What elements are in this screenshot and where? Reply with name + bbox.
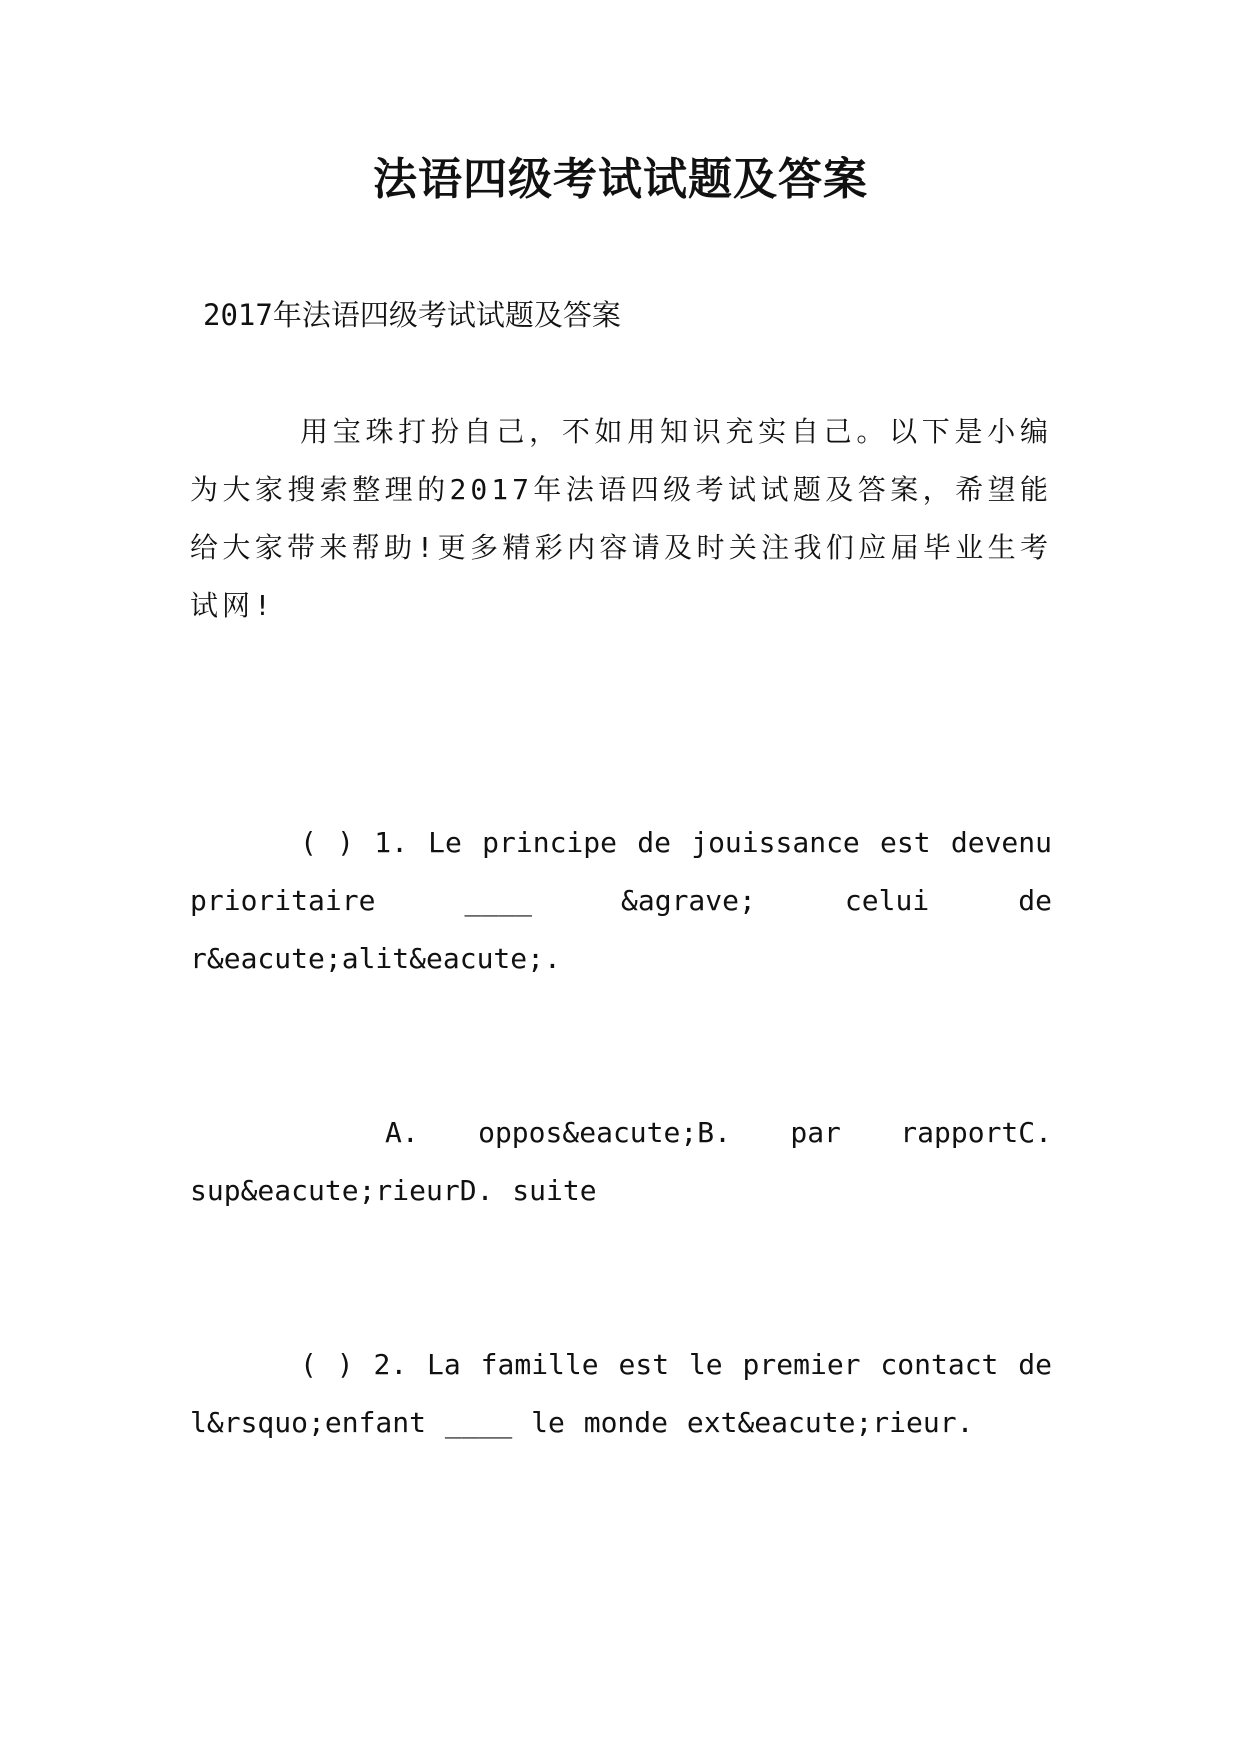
intro-paragraph: 用宝珠打扮自己，不如用知识充实自己。以下是小编为大家搜索整理的2017年法语四级考试试题及答案，希望能给大家带来帮助!更多精彩内容请及时关注我们应届毕业生考试网! <box>190 415 1052 622</box>
question-1: ( ) 1. Le principe de jouissance est devenu prioritaire ____ &agrave; celui de r&eacute;alit&eacute;. <box>190 826 1052 975</box>
document-title: 法语四级考试试题及答案 <box>373 154 868 205</box>
question-2: ( ) 2. La famille est le premier contact de l&rsquo;enfant ____ le monde ext&eacute;rieur. <box>190 1348 1052 1439</box>
question-1-options: A. oppos&eacute;B. par rapportC. sup&eacute;rieurD. suite <box>190 1116 1052 1207</box>
document-subtitle: 2017年法语四级考试试题及答案 <box>203 298 621 332</box>
